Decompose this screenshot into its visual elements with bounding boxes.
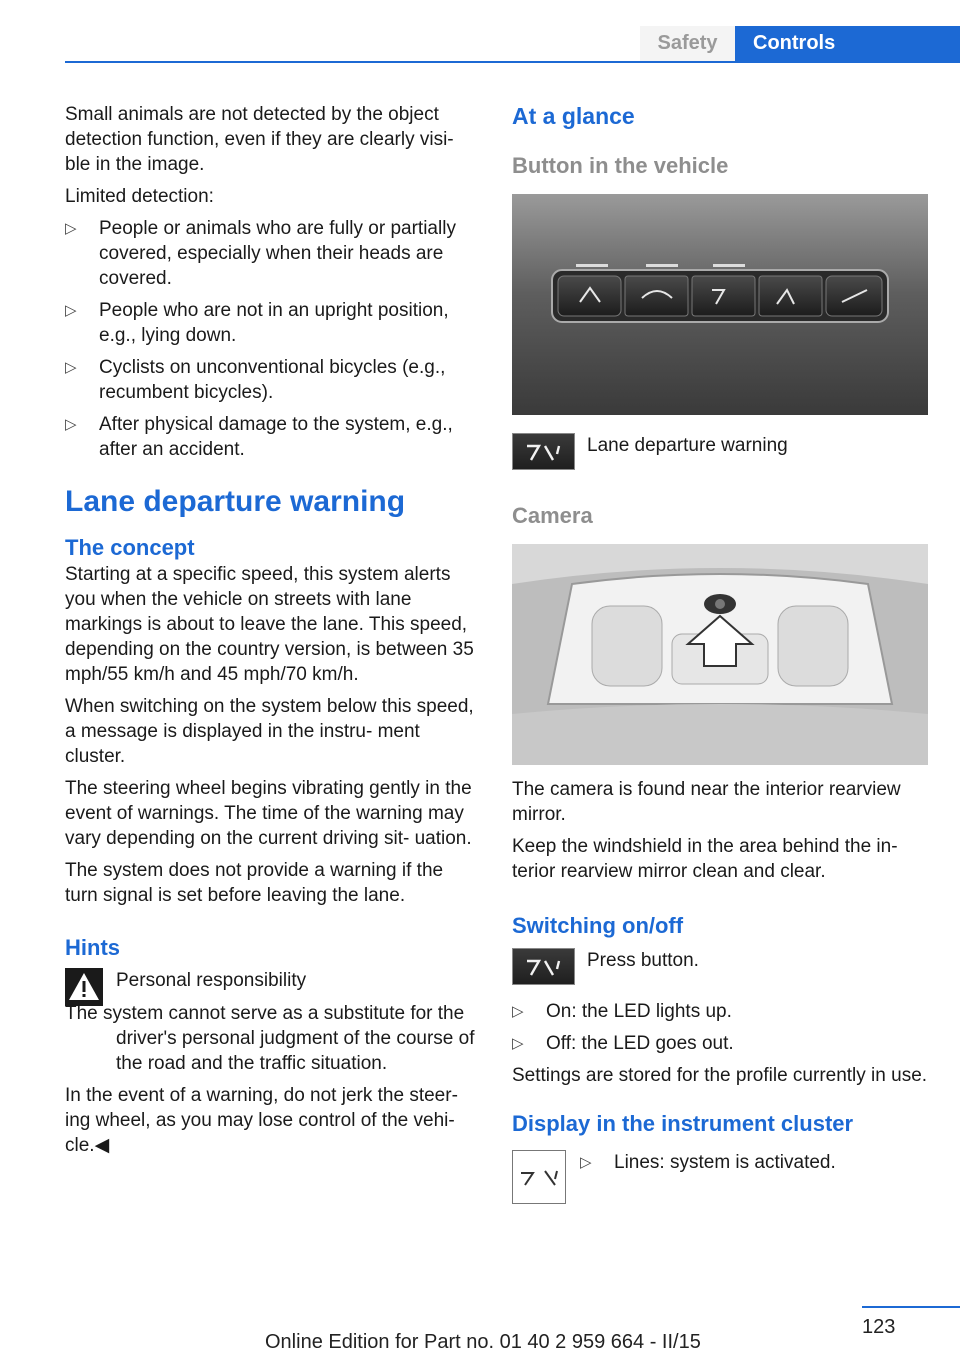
triangle-bullet-icon: ▷ — [512, 1003, 524, 1020]
page-number: 123 — [862, 1316, 896, 1338]
footer-rule — [862, 1306, 960, 1308]
left-column — [65, 102, 479, 1165]
paragraph: In the event of a warning, do not jerk the steer‐ ing wheel, as you may lose control of the vehi‐ cle.◀ — [65, 1085, 458, 1156]
triangle-bullet-icon: ▷ — [580, 1154, 592, 1171]
concept-heading: The concept — [65, 535, 195, 560]
button-panel-photo — [512, 194, 928, 415]
triangle-bullet-icon: ▷ — [65, 359, 77, 376]
button-heading: Button in the vehicle — [512, 153, 729, 178]
lane-warning-caption — [512, 433, 928, 470]
caption: Press button. — [587, 950, 699, 971]
switching-heading: Switching on/off — [512, 913, 684, 938]
paragraph: Settings are stored for the profile currently in use. — [512, 1065, 928, 1086]
tab-safety: Safety — [640, 26, 735, 61]
list-item: ▷ People or animals who are fully or partially covered, especially when their heads are covered. — [65, 218, 456, 289]
display-item — [512, 1150, 928, 1204]
paragraph: Keep the windshield in the area behind the in‐ terior rearview mirror clean and clear. — [512, 836, 898, 882]
tab-controls: Controls — [735, 26, 960, 61]
lane-departure-button-icon — [512, 433, 575, 470]
hint-title: Personal responsibility — [116, 970, 307, 991]
at-a-glance-heading: At a glance — [512, 103, 635, 129]
display-list — [580, 1150, 836, 1182]
triangle-bullet-icon: ▷ — [512, 1035, 524, 1052]
triangle-bullet-icon: ▷ — [65, 302, 77, 319]
warning-triangle-icon — [65, 968, 103, 1006]
right-column — [512, 102, 928, 1204]
list-item: ▷ After physical damage to the system, e.g., after an accident. — [65, 414, 453, 460]
paragraph: The camera is found near the interior rearview mirror. — [512, 779, 901, 825]
display-heading: Display in the instrument cluster — [512, 1111, 854, 1136]
limited-detection-list — [65, 216, 479, 462]
section-title: Lane departure warning — [65, 485, 406, 518]
camera-photo — [512, 544, 928, 765]
list-item: ▷ Cyclists on unconventional bicycles (e.g., recumbent bicycles). — [65, 357, 446, 403]
switch-caption — [512, 948, 928, 985]
edition-footer: Online Edition for Part no. 01 40 2 959 664 - II/15 — [265, 1331, 701, 1353]
header-rule — [65, 61, 960, 63]
triangle-bullet-icon: ▷ — [65, 416, 77, 433]
switch-list — [512, 999, 928, 1056]
lane-departure-button-icon — [512, 948, 575, 985]
paragraph: When switching on the system below this speed, a message is displayed in the instru‐ ment cluster. — [65, 696, 474, 767]
lane-lines-display-icon — [512, 1150, 566, 1204]
list-item: ▷ Off: the LED goes out. — [512, 1033, 734, 1054]
paragraph: The system does not provide a warning if the turn signal is set before leaving the lane. — [65, 860, 444, 906]
list-item: ▷ People who are not in an upright position, e.g., lying down. — [65, 300, 449, 346]
paragraph: Limited detection: — [65, 186, 214, 207]
camera-heading: Camera — [512, 503, 593, 528]
paragraph: The steering wheel begins vibrating gently in the event of warnings. The time of the warning may vary depending on the current driving sit‐ uation. — [65, 778, 472, 849]
paragraph: Starting at a specific speed, this system alerts you when the vehicle on streets with lane markings is about to leave the lane. This speed, depending on the country version, is between 35 mph/55 km/h and 45 mph/70 km/h. — [65, 564, 474, 685]
list-item: ▷ On: the LED lights up. — [512, 1001, 732, 1022]
paragraph: Small animals are not detected by the object detection function, even if they are clearly visi‐ ble in the image. — [65, 104, 454, 175]
triangle-bullet-icon: ▷ — [65, 220, 77, 237]
list-item: ▷ Lines: system is activated. — [580, 1152, 836, 1173]
hints-heading: Hints — [65, 935, 120, 960]
paragraph: The system cannot serve as a substitute for the driver's personal judgment of the course of the road and the traffic situation. — [65, 1003, 475, 1074]
caption: Lane departure warning — [587, 435, 788, 456]
